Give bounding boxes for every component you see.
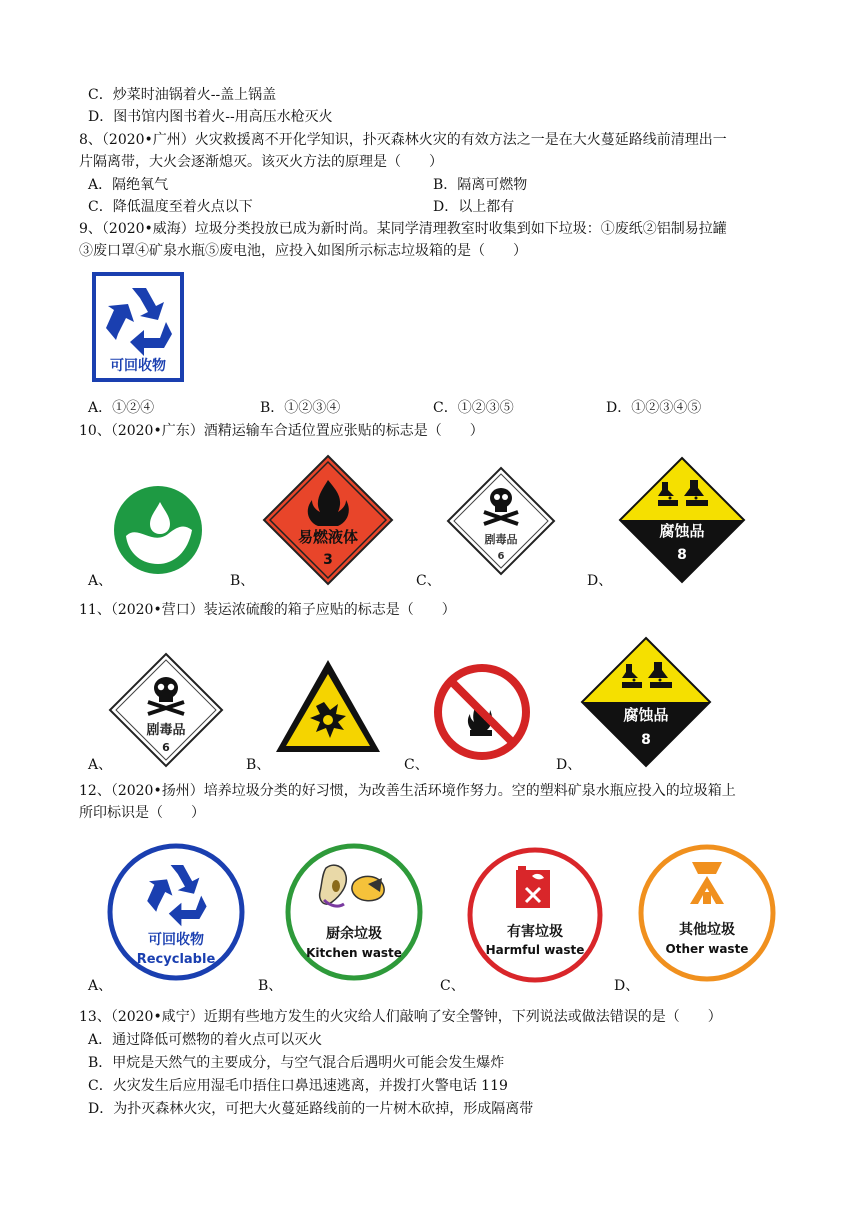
q10-label-a: A、 [88,573,113,589]
q10-sign-c-text: 剧毒品 [484,533,518,546]
q12-sign-c-harmful-waste [466,846,604,984]
q10-sign-b-text: 易燃液体 [297,528,359,546]
q10-sign-c-toxic [446,466,556,576]
q11-sign-c-no-fire [434,664,530,760]
q11-label-c: C、 [404,757,429,773]
q12-sign-d-cn: 其他垃圾 [679,922,735,938]
q10-stem: 10、（2020•广东）酒精运输车合适位置应张贴的标志是（ ） [79,423,484,439]
q7-option-c: C．炒菜时油锅着火--盖上锅盖 [88,87,277,103]
q13-option-b: B．甲烷是天然气的主要成分，与空气混合后遇明火可能会发生爆炸 [88,1055,505,1071]
q11-sign-d-text: 腐蚀品 [623,706,669,724]
q13-option-a: A．通过降低可燃物的着火点可以灭火 [88,1032,323,1048]
q9-option-a: A．①②④ [88,400,155,416]
q12-sign-b-en: Kitchen waste [306,946,402,960]
q12-sign-a-cn: 可回收物 [148,932,204,948]
q12-sign-a-en: Recyclable [136,952,216,967]
q12-label-c: C、 [440,978,465,994]
q9-option-d: D．①②③④⑤ [606,400,702,416]
recyclable-sign [92,272,184,382]
q11-label-d: D、 [556,757,582,773]
q11-sign-b-explosive-warning [272,656,384,756]
q9-stem-line2: ③废口罩④矿泉水瓶⑤废电池，应投入如图所示标志垃圾箱的是（ ） [79,243,527,259]
q12-label-b: B、 [258,978,283,994]
q8-option-a: A．隔绝氧气 [88,177,169,193]
q9-option-c: C．①②③⑤ [433,400,514,416]
q10-label-d: D、 [587,573,613,589]
q13-stem: 13、（2020•咸宁）近期有些地方发生的火灾给人们敲响了安全警钟，下列说法或做法错误的是（ ） [79,1009,722,1025]
q11-sign-d-corrosive [580,636,712,768]
recyclable-sign-text: 可回收物 [110,358,166,374]
q12-sign-a-recyclable [106,842,246,982]
q10-sign-c-num: 6 [497,551,505,562]
q12-sign-b-cn: 厨余垃圾 [326,926,382,942]
q11-label-a: A、 [88,757,113,773]
q10-sign-b-flammable-liquid [262,454,394,586]
q12-sign-b-kitchen-waste [284,842,424,982]
q9-stem-line1: 9、（2020•威海）垃圾分类投放已成为新时尚。某同学清理教室时收集到如下垃圾：①废纸②铝制易拉罐 [79,221,727,237]
q11-sign-a-toxic [108,652,224,768]
q8-option-d: D．以上都有 [433,199,515,215]
q12-sign-c-en: Harmful waste [485,943,585,957]
q11-sign-d-num: 8 [641,732,651,748]
q13-option-d: D．为扑灭森林火灾，可把大火蔓延路线前的一片树木砍掉，形成隔离带 [88,1101,534,1117]
q8-stem-line2: 片隔离带，大火会逐渐熄灭。该灭火方法的原理是（ ） [79,154,443,170]
q11-stem: 11、（2020•营口）装运浓硫酸的箱子应贴的标志是（ ） [79,602,456,618]
harmful-battery-icon [516,866,550,908]
q12-stem-line2: 所印标识是（ ） [79,805,205,821]
q12-label-d: D、 [614,978,640,994]
q13-option-c: C．火灾发生后应用湿毛巾捂住口鼻迅速逃离，并拨打火警电话 119 [88,1078,508,1094]
q10-sign-b-num: 3 [323,552,333,568]
q11-label-b: B、 [246,757,271,773]
q10-sign-d-corrosive [618,456,746,584]
q12-stem-line1: 12、（2020•扬州）培养垃圾分类的好习惯，为改善生活环境作努力。空的塑料矿泉水瓶应投入的垃圾箱上 [79,783,736,799]
q12-sign-d-other-waste [636,842,778,984]
q10-sign-d-text: 腐蚀品 [659,522,705,540]
q12-sign-c-cn: 有害垃圾 [507,924,563,940]
q12-sign-d-en: Other waste [665,942,749,956]
q12-label-a: A、 [88,978,113,994]
q11-sign-a-num: 6 [162,741,170,754]
q8-stem-line1: 8、（2020•广州）火灾救援离不开化学知识，扑灭森林火灾的有效方法之一是在大火蔓延路线前清理出一 [79,132,727,148]
q10-sign-d-num: 8 [677,547,687,563]
q9-option-b: B．①②③④ [260,400,341,416]
q10-label-c: C、 [416,573,441,589]
q10-sign-a-green-logo [112,484,204,576]
q10-label-b: B、 [230,573,255,589]
q8-option-c: C．降低温度至着火点以下 [88,199,253,215]
q8-option-b: B．隔离可燃物 [433,177,528,193]
q11-sign-a-text: 剧毒品 [146,723,186,738]
q7-option-d: D．图书馆内图书着火--用高压水枪灭火 [88,109,333,125]
